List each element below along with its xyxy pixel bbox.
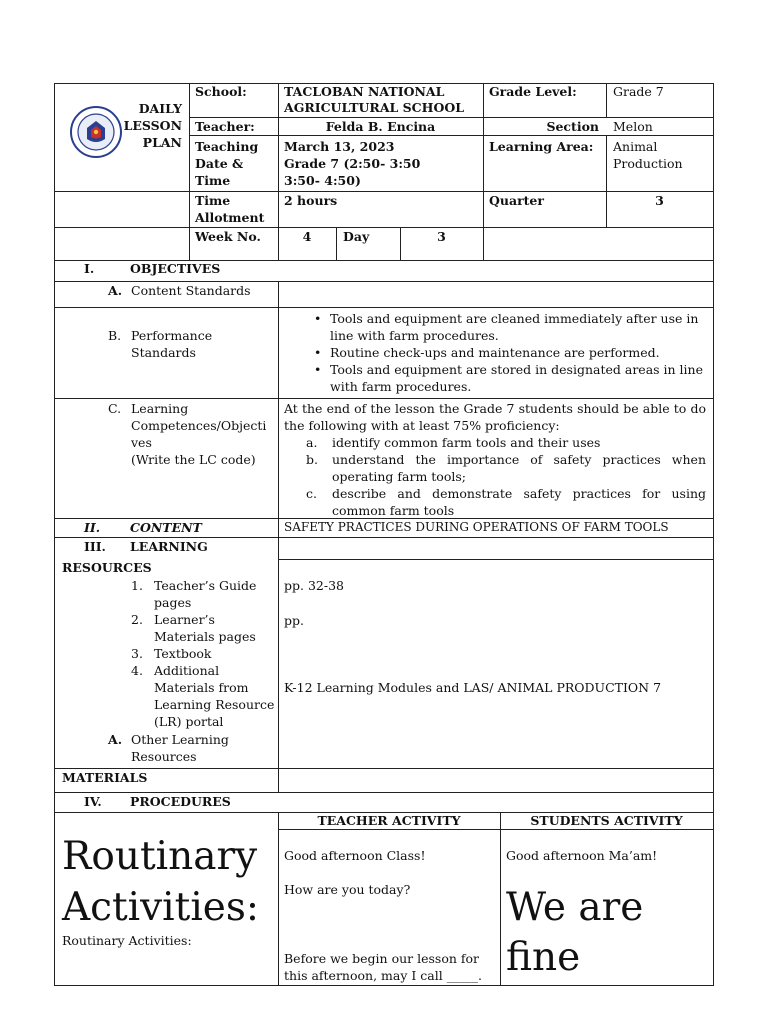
dlp-title-plan: PLAN — [142, 135, 182, 150]
section-value: Melon — [613, 119, 653, 134]
performance-item: • Tools and equipment are cleaned immediately after use in line with farm procedures. — [330, 310, 710, 344]
resource-1-value: pp. 32-38 — [284, 578, 344, 593]
resource-3-mark: 3. — [131, 646, 143, 661]
procedures-heading: PROCEDURES — [130, 794, 231, 809]
procedures-number: IV. — [84, 794, 102, 809]
teacher-label: Teacher: — [195, 119, 255, 134]
learning-area-label: Learning Area: — [489, 139, 594, 154]
content-heading: CONTENT — [130, 520, 202, 535]
content-value: SAFETY PRACTICES DURING OPERATIONS OF FARM TOOLS — [284, 520, 669, 534]
competences-line3: ves — [131, 435, 152, 450]
competence-item-text: understand the importance of safety practices when operating farm tools; — [332, 452, 706, 484]
competence-item-mark: c. — [306, 486, 317, 501]
resource-3-line1: Textbook — [154, 646, 212, 661]
content-standards-label: Content Standards — [131, 283, 251, 298]
time-allotment-label-line1: Time — [195, 193, 231, 208]
teacher-question: How are you today? — [284, 882, 411, 897]
competence-item-text: identify common farm tools and their uses — [332, 435, 601, 450]
time-allotment-value: 2 hours — [284, 193, 338, 208]
teacher-instruction-line2: this afternoon, may I call _____. — [284, 968, 482, 983]
dlp-title-daily: DAILY — [138, 101, 182, 116]
objectives-number: I. — [84, 261, 95, 276]
competences-mark: C. — [108, 401, 122, 416]
school-value-line2: AGRICULTURAL SCHOOL — [284, 100, 465, 115]
resource-4-line1: Additional — [154, 663, 220, 678]
competence-item-mark: a. — [306, 435, 318, 450]
competence-item — [284, 485, 706, 519]
competences-list — [284, 434, 706, 519]
grade-level-label: Grade Level: — [489, 84, 577, 99]
resource-4-mark: 4. — [131, 663, 143, 678]
student-response-line2: fine — [506, 935, 581, 980]
week-label: Week No. — [195, 229, 261, 244]
other-resources-line2: Resources — [131, 749, 197, 764]
resource-4-line4: (LR) portal — [154, 714, 224, 729]
learning-heading: LEARNING — [130, 539, 208, 554]
performance-standards-mark: B. — [108, 328, 122, 343]
resource-4-line2: Materials from — [154, 680, 249, 695]
competence-item — [284, 434, 706, 451]
resource-1-line2: pages — [154, 595, 192, 610]
teacher-instruction-line1: Before we begin our lesson for — [284, 951, 480, 966]
competences-line1: Learning — [131, 401, 189, 416]
teaching-label-line2: Date & — [195, 156, 244, 171]
competences-line2: Competences/Objecti — [131, 418, 267, 433]
competence-item — [284, 451, 706, 485]
resource-4-value: K-12 Learning Modules and LAS/ ANIMAL PRODUCTION 7 — [284, 680, 662, 695]
resources-heading: RESOURCES — [62, 560, 152, 575]
competence-item-mark: b. — [306, 452, 318, 467]
content-number: II. — [84, 520, 101, 535]
school-value-line1: TACLOBAN NATIONAL — [284, 84, 445, 99]
routinary-big-line1: Routinary — [62, 834, 258, 879]
student-response-line1: We are — [506, 885, 644, 930]
performance-item: • Tools and equipment are stored in designated areas in line with farm procedures. — [330, 361, 710, 395]
teaching-value-line3: 3:50- 4:50) — [284, 173, 361, 188]
resource-2-mark: 2. — [131, 612, 143, 627]
week-value: 4 — [302, 229, 312, 244]
learning-area-line2: Production — [613, 156, 683, 171]
performance-standards-list — [314, 310, 710, 395]
performance-standards-line1: Performance — [131, 328, 213, 343]
quarter-value: 3 — [655, 193, 664, 208]
teacher-value: Felda B. Encina — [325, 119, 436, 134]
resource-1-mark: 1. — [131, 578, 143, 593]
competences-intro: At the end of the lesson the Grade 7 students should be able to do the following with at least 75% proficiency: — [284, 401, 706, 433]
time-allotment-label-line2: Allotment — [195, 210, 265, 225]
resource-2-line2: Materials pages — [154, 629, 256, 644]
school-label: School: — [195, 84, 247, 99]
resource-2-value: pp. — [284, 613, 304, 628]
teacher-activity-header: TEACHER ACTIVITY — [317, 813, 461, 828]
teaching-label-line1: Teaching — [195, 139, 259, 154]
teaching-value-line1: March 13, 2023 — [284, 139, 395, 154]
grade-level-value: Grade 7 — [613, 84, 664, 99]
section-label: Section — [546, 119, 599, 134]
day-label: Day — [343, 229, 370, 244]
competence-item-text: describe and demonstrate safety practices for using common farm tools — [332, 486, 706, 518]
learning-number: III. — [84, 539, 106, 554]
dlp-title-lesson: LESSON — [123, 118, 182, 133]
teacher-greeting: Good afternoon Class! — [284, 848, 426, 863]
resource-1-line1: Teacher’s Guide — [154, 578, 257, 593]
other-resources-mark: A. — [108, 732, 123, 747]
performance-standards-line2: Standards — [131, 345, 196, 360]
deped-seal-icon — [70, 106, 122, 158]
objectives-heading: OBJECTIVES — [130, 261, 221, 276]
students-activity-header: STUDENTS ACTIVITY — [530, 813, 683, 828]
content-standards-mark: A. — [108, 283, 123, 298]
materials-heading: MATERIALS — [62, 770, 148, 785]
teaching-value-line2: Grade 7 (2:50- 3:50 — [284, 156, 421, 171]
resource-4-line3: Learning Resource — [154, 697, 275, 712]
performance-item: • Routine check-ups and maintenance are performed. — [330, 344, 710, 361]
day-value: 3 — [437, 229, 446, 244]
other-resources-line1: Other Learning — [131, 732, 229, 747]
routinary-small-label: Routinary Activities: — [62, 933, 192, 948]
teaching-label-line3: Time — [195, 173, 231, 188]
resource-2-line1: Learner’s — [154, 612, 215, 627]
student-greeting: Good afternoon Ma’am! — [506, 848, 658, 863]
quarter-label: Quarter — [489, 193, 544, 208]
learning-area-line1: Animal — [613, 139, 658, 154]
competences-line4: (Write the LC code) — [131, 452, 256, 467]
routinary-big-line2: Activities: — [62, 885, 260, 930]
